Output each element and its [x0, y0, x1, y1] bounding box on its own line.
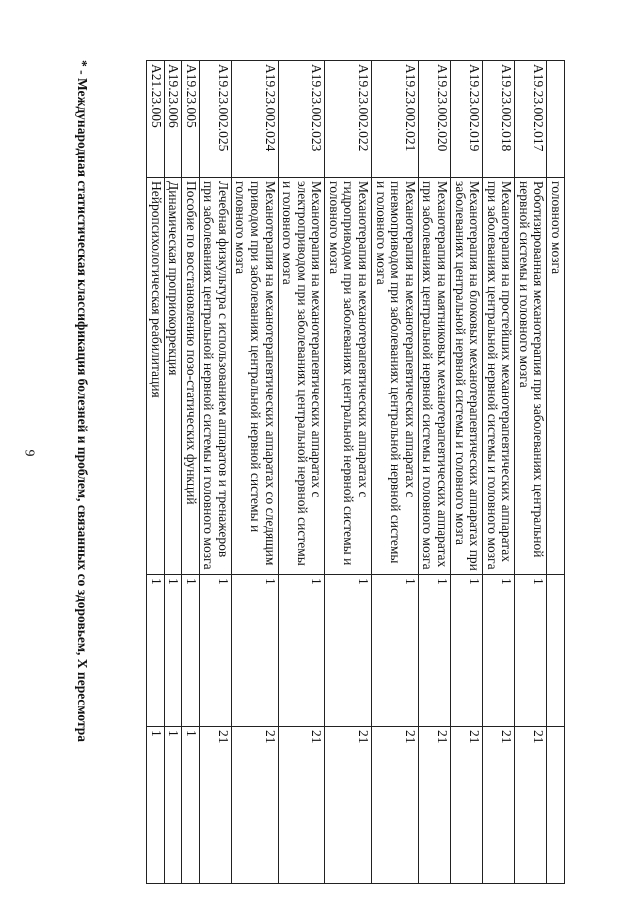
frequency-value: 1: [483, 575, 515, 727]
service-name: Механотерапия на маятниковых механотерапевтических аппаратах при заболеваниях центральной нервной системы и головного мозга: [418, 178, 450, 575]
service-name: Нейропсихологическая реабилитация: [146, 178, 164, 575]
service-name: Механотерапия на блоковых механотерапевтических аппаратах при заболеваниях центральной нервной системы и головного мозга: [450, 178, 482, 575]
frequency-value: 1: [515, 575, 547, 727]
frequency-value: 1: [199, 575, 231, 727]
services-table: [146, 60, 565, 884]
service-name: Роботизированная механотерапия при заболеваниях центральной нервной системы и головного мозга: [515, 178, 547, 575]
table-row: [418, 61, 450, 884]
table-row: [372, 61, 419, 884]
frequency-value: 1: [418, 575, 450, 727]
service-name: Механотерапия на механотерапевтических аппаратах с электроприводом при заболеваниях центральной нервной системы и головного мозга: [278, 178, 325, 575]
multiplicity-value: 1: [182, 727, 200, 884]
frequency-value: [547, 575, 565, 727]
frequency-value: 1: [182, 575, 200, 727]
service-name: Механотерапия на механотерапевтических аппаратах с пневмоприводом при заболеваниях центральной нервной системы и головного мозга: [372, 178, 419, 575]
table-row: [164, 61, 182, 884]
frequency-value: 1: [146, 575, 164, 727]
service-code: A19.23.002.023: [278, 61, 325, 178]
service-code: [547, 61, 565, 178]
service-code: A19.23.002.022: [325, 61, 372, 178]
footnote: * - Международная статистическая классификация болезней и проблем, связанных со здоровьем, X пересмотра: [75, 60, 90, 743]
page-number: 9: [21, 449, 37, 457]
multiplicity-value: 21: [450, 727, 482, 884]
rotated-page-content: [75, 60, 565, 855]
frequency-value: 1: [450, 575, 482, 727]
service-code: A19.23.002.018: [483, 61, 515, 178]
service-code: A21.23.005: [146, 61, 164, 178]
multiplicity-value: 21: [372, 727, 419, 884]
service-name: Механотерапия на простейших механотерапевтических аппаратах при заболеваниях центральной нервной системы и головного мозга: [483, 178, 515, 575]
service-code: A19.23.002.025: [199, 61, 231, 178]
multiplicity-value: 1: [164, 727, 182, 884]
table-row: [547, 61, 565, 884]
multiplicity-value: 1: [146, 727, 164, 884]
frequency-value: 1: [372, 575, 419, 727]
frequency-value: 1: [325, 575, 372, 727]
service-code: A19.23.002.017: [515, 61, 547, 178]
service-code: A19.23.005: [182, 61, 200, 178]
table-row: [450, 61, 482, 884]
multiplicity-value: 21: [483, 727, 515, 884]
multiplicity-value: 21: [418, 727, 450, 884]
service-name: Динамическая проприокоррекция: [164, 178, 182, 575]
multiplicity-value: 21: [199, 727, 231, 884]
service-code: A19.23.002.020: [418, 61, 450, 178]
service-name: Механотерапия на механотерапевтических аппаратах с гидроприводом при заболеваниях центральной нервной системы и головного мозга: [325, 178, 372, 575]
table-row: [278, 61, 325, 884]
service-name: Пособие по восстановлению позо-статических функций: [182, 178, 200, 575]
table-row: [325, 61, 372, 884]
table-row: [146, 61, 164, 884]
multiplicity-value: 21: [325, 727, 372, 884]
multiplicity-value: 21: [515, 727, 547, 884]
multiplicity-value: 21: [231, 727, 278, 884]
frequency-value: 1: [164, 575, 182, 727]
table-row: [515, 61, 547, 884]
multiplicity-value: 21: [278, 727, 325, 884]
service-code: A19.23.006: [164, 61, 182, 178]
service-name: головного мозга: [547, 178, 565, 575]
frequency-value: 1: [278, 575, 325, 727]
multiplicity-value: [547, 727, 565, 884]
service-name: Механотерапия на механотерапевтических аппаратах со следящим приводом при заболеваниях центральной нервной системы и головного мозга: [231, 178, 278, 575]
table-row: [483, 61, 515, 884]
service-code: A19.23.002.021: [372, 61, 419, 178]
service-code: A19.23.002.019: [450, 61, 482, 178]
service-code: A19.23.002.024: [231, 61, 278, 178]
frequency-value: 1: [231, 575, 278, 727]
table-row: [231, 61, 278, 884]
service-name: Лечебная физкультура с использованием аппаратов и тренажеров при заболеваниях центральной нервной системы и головного мозга: [199, 178, 231, 575]
table-row: [182, 61, 200, 884]
table-row: [199, 61, 231, 884]
